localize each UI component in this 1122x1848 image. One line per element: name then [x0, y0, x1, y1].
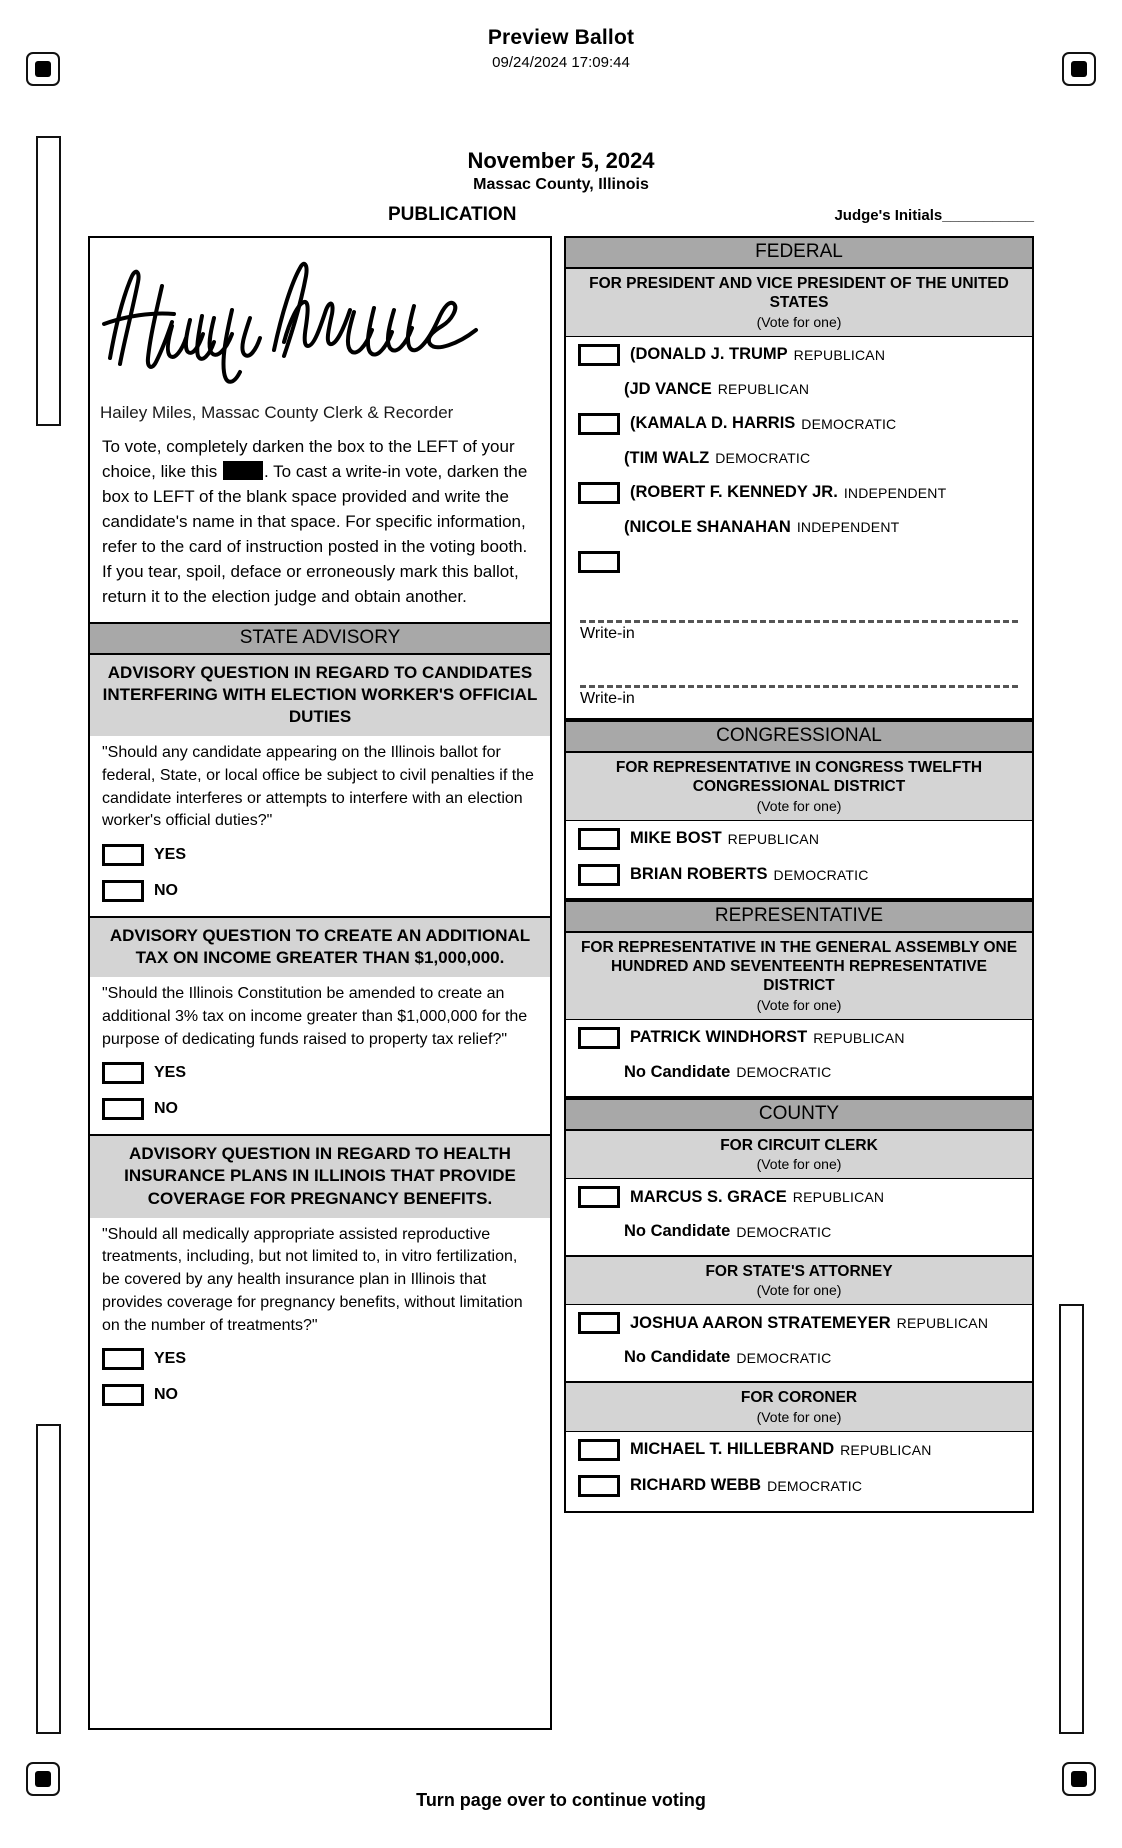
race-general-assembly-header — [566, 933, 1032, 1020]
election-jurisdiction: Massac County, Illinois — [473, 176, 649, 193]
instructions-part-2: . To cast a write-in vote, darken the box to LEFT of the blank space provided and write the candidate's name in that space. For specific information, refer to the card of instruction posted in the voting booth. If you tear, spoil, deface or erroneously mark this ballot, return it to the election judge and obtain another. — [102, 461, 528, 606]
advisory-question-3-title: ADVISORY QUESTION IN REGARD TO HEALTH INSURANCE PLANS IN ILLINOIS THAT PROVIDE COVERAGE FOR PREGNANCY BENEFITS. — [124, 1144, 516, 1208]
candidate-row[interactable] — [566, 1432, 1032, 1468]
race-general-assembly — [566, 933, 1032, 1098]
advisory-question-2-header — [90, 918, 550, 977]
candidate-party: DEMOCRATIC — [773, 866, 869, 883]
candidate-name: (JD VANCE — [624, 379, 712, 398]
race-president-votefor: (Vote for one) — [756, 313, 842, 330]
advisory-2-yes-checkbox[interactable] — [102, 1062, 144, 1084]
advisory-1-yes-label: YES — [154, 846, 187, 864]
signature-icon — [98, 246, 498, 396]
instructions-part-1: To vote, completely darken the box to the LEFT of your choice, like this — [102, 437, 515, 481]
candidate-name: (TIM WALZ — [624, 448, 710, 467]
section-header-state-advisory: STATE ADVISORY — [90, 622, 550, 655]
advisory-question-1-title: ADVISORY QUESTION IN REGARD TO CANDIDATES INTERFERING WITH ELECTION WORKER'S OFFICIAL DUTIES — [102, 662, 538, 727]
candidate-row — [566, 1215, 1032, 1255]
candidate-party: DEMOCRATIC — [736, 1349, 832, 1366]
candidate-checkbox[interactable] — [578, 482, 620, 504]
race-congress-header — [566, 753, 1032, 821]
advisory-2-no-checkbox[interactable] — [102, 1098, 144, 1120]
candidate-party: REPUBLICAN — [727, 830, 820, 847]
write-in-label: Write-in — [580, 689, 635, 707]
race-president-title: FOR PRESIDENT AND VICE PRESIDENT OF THE UNITED STATES — [589, 275, 1009, 312]
square-mark-icon — [1071, 1771, 1087, 1787]
candidate-party: INDEPENDENT — [843, 484, 947, 501]
race-coroner-header — [566, 1383, 1032, 1431]
candidate-row — [566, 1341, 1032, 1381]
ballot-column-right — [564, 236, 1034, 1513]
candidate-checkbox[interactable] — [578, 1027, 620, 1049]
candidate-row[interactable] — [566, 821, 1032, 857]
candidate-party: INDEPENDENT — [796, 519, 900, 536]
advisory-2-yes-option[interactable] — [90, 1055, 550, 1091]
race-general-assembly-title: FOR REPRESENTATIVE IN THE GENERAL ASSEMBLY ONE HUNDRED AND SEVENTEENTH REPRESENTATIVE DISTRICT — [580, 938, 1018, 995]
candidate-name: MARCUS S. GRACE — [630, 1187, 787, 1206]
candidate-party: REPUBLICAN — [840, 1441, 932, 1458]
candidate-checkbox[interactable] — [578, 1475, 620, 1497]
section-header-congressional: CONGRESSIONAL — [566, 720, 1032, 753]
advisory-3-yes-option[interactable] — [90, 1341, 550, 1377]
advisory-question-3-header — [90, 1136, 550, 1217]
candidate-row[interactable] — [566, 1468, 1032, 1511]
race-congress-votefor: (Vote for one) — [756, 797, 842, 814]
race-states-attorney-header — [566, 1257, 1032, 1305]
candidate-checkbox[interactable] — [578, 1439, 620, 1461]
race-circuit-clerk — [566, 1131, 1032, 1257]
advisory-question-2-title: ADVISORY QUESTION TO CREATE AN ADDITIONAL TAX ON INCOME GREATER THAN $1,000,000. — [109, 926, 531, 968]
election-title-block — [0, 148, 1122, 194]
advisory-3-yes-label: YES — [154, 1350, 187, 1368]
race-congress-title: FOR REPRESENTATIVE IN CONGRESS TWELFTH CONGRESSIONAL DISTRICT — [615, 758, 983, 796]
advisory-question-3 — [90, 1136, 550, 1420]
candidate-name: No Candidate — [624, 1348, 731, 1367]
square-mark-icon — [35, 61, 51, 77]
candidate-name: No Candidate — [624, 1062, 731, 1081]
candidate-name: JOSHUA AARON STRATEMEYER — [630, 1313, 891, 1332]
page-title: Preview Ballot — [487, 26, 635, 49]
section-header-federal: FEDERAL — [566, 238, 1032, 269]
preview-timestamp: 09/24/2024 17:09:44 — [492, 54, 630, 71]
ballot-style-row — [88, 204, 1034, 230]
race-coroner — [566, 1383, 1032, 1510]
race-states-attorney — [566, 1257, 1032, 1383]
candidate-name: No Candidate — [624, 1222, 731, 1240]
candidate-row — [566, 1056, 1032, 1096]
candidate-party: DEMOCRATIC — [736, 1223, 832, 1240]
advisory-3-no-checkbox[interactable] — [102, 1384, 144, 1406]
advisory-1-yes-option[interactable] — [90, 837, 550, 873]
square-mark-icon — [35, 1771, 51, 1787]
candidate-checkbox[interactable] — [578, 828, 620, 850]
candidate-checkbox[interactable] — [578, 413, 620, 435]
candidate-party: REPUBLICAN — [792, 1189, 885, 1205]
advisory-1-yes-checkbox[interactable] — [102, 844, 144, 866]
candidate-name: BRIAN ROBERTS — [630, 865, 768, 883]
candidate-party: DEMOCRATIC — [736, 1064, 832, 1081]
candidate-row — [566, 442, 1032, 475]
registration-mark-top-left — [26, 52, 60, 86]
advisory-3-no-option[interactable] — [90, 1377, 550, 1420]
page-footer: Turn page over to continue voting — [416, 1790, 706, 1810]
candidate-party: REPUBLICAN — [793, 346, 886, 363]
advisory-question-2-text: "Should the Illinois Constitution be amended to create an additional 3% tax on income greater than $1,000,000 for the purpose of dedicating funds raised to property tax relief?" — [102, 985, 528, 1048]
advisory-2-no-option[interactable] — [90, 1091, 550, 1134]
race-congress — [566, 753, 1032, 900]
race-states-attorney-votefor: (Vote for one) — [756, 1282, 842, 1299]
candidate-checkbox[interactable] — [578, 864, 620, 886]
clerk-caption: Hailey Miles, Massac County Clerk & Recorder — [100, 403, 454, 422]
candidate-name: PATRICK WINDHORST — [630, 1028, 808, 1047]
timing-bar-left-lower — [36, 1424, 61, 1734]
race-president — [566, 269, 1032, 720]
candidate-party: REPUBLICAN — [813, 1029, 905, 1046]
candidate-name: RICHARD WEBB — [630, 1476, 762, 1495]
candidate-row[interactable] — [566, 857, 1032, 898]
candidate-row[interactable] — [566, 475, 1032, 511]
ballot-style-label: PUBLICATION — [388, 204, 517, 225]
candidate-row[interactable] — [566, 1020, 1032, 1056]
candidate-row — [566, 373, 1032, 406]
registration-mark-top-right — [1062, 52, 1096, 86]
race-circuit-clerk-votefor: (Vote for one) — [756, 1156, 842, 1172]
advisory-3-yes-checkbox[interactable] — [102, 1348, 144, 1370]
candidate-party: DEMOCRATIC — [767, 1477, 863, 1494]
page-header — [0, 26, 1122, 71]
race-states-attorney-title: FOR STATE'S ATTORNEY — [705, 1263, 893, 1280]
advisory-2-yes-label: YES — [154, 1064, 187, 1082]
candidate-checkbox[interactable] — [578, 1186, 620, 1208]
candidate-row[interactable] — [566, 337, 1032, 373]
candidate-name: MICHAEL T. HILLEBRAND — [630, 1440, 835, 1459]
candidate-party: DEMOCRATIC — [715, 450, 811, 467]
filled-box-example-icon — [223, 461, 263, 480]
judge-initials-label: Judge's Initials___________ — [834, 207, 1034, 224]
candidate-name: (NICOLE SHANAHAN — [624, 517, 791, 536]
advisory-question-2 — [90, 918, 550, 1136]
write-in-checkbox[interactable] — [578, 551, 620, 573]
candidate-checkbox[interactable] — [578, 344, 620, 366]
race-circuit-clerk-header — [566, 1131, 1032, 1179]
candidate-name: (ROBERT F. KENNEDY JR. — [630, 483, 838, 502]
candidate-row[interactable] — [566, 1179, 1032, 1215]
write-in-line-1[interactable] — [566, 580, 1032, 645]
race-president-header — [566, 269, 1032, 337]
candidate-name: MIKE BOST — [630, 829, 722, 847]
election-date: November 5, 2024 — [467, 148, 655, 173]
timing-bar-right-lower — [1059, 1304, 1084, 1734]
candidate-name: (KAMALA D. HARRIS — [630, 414, 796, 433]
race-general-assembly-votefor: (Vote for one) — [756, 996, 842, 1013]
clerk-signature — [90, 238, 550, 403]
advisory-question-1 — [90, 655, 550, 918]
advisory-2-no-label: NO — [154, 1100, 178, 1118]
candidate-name: (DONALD J. TRUMP — [630, 345, 788, 364]
square-mark-icon — [1071, 61, 1087, 77]
section-header-representative: REPRESENTATIVE — [566, 900, 1032, 933]
write-in-label: Write-in — [580, 624, 635, 642]
section-header-county: COUNTY — [566, 1098, 1032, 1131]
race-coroner-votefor: (Vote for one) — [756, 1408, 842, 1425]
candidate-party: REPUBLICAN — [717, 381, 810, 398]
voting-instructions — [90, 431, 550, 622]
candidate-row[interactable] — [566, 406, 1032, 442]
ballot-column-left — [88, 236, 552, 1730]
write-in-row-1[interactable] — [566, 544, 1032, 580]
advisory-question-1-header — [90, 655, 550, 736]
race-circuit-clerk-title: FOR CIRCUIT CLERK — [720, 1136, 878, 1154]
race-coroner-title: FOR CORONER — [740, 1389, 858, 1407]
candidate-checkbox[interactable] — [578, 1312, 620, 1334]
advisory-3-no-label: NO — [154, 1386, 178, 1404]
candidate-party: DEMOCRATIC — [801, 415, 897, 432]
candidate-row — [566, 511, 1032, 544]
candidate-row[interactable] — [566, 1305, 1032, 1341]
advisory-question-3-text: "Should all medically appropriate assisted reproductive treatments, including, but not limited to, in vitro fertilization, be covered by any health insurance plan in Illinois that provides coverage for pregnancy benefits, without limitation on the number of treatments?" — [102, 1225, 523, 1334]
candidate-party: REPUBLICAN — [896, 1315, 989, 1332]
write-in-line-2[interactable] — [566, 645, 1032, 718]
advisory-1-no-checkbox[interactable] — [102, 880, 144, 902]
advisory-1-no-label: NO — [154, 882, 178, 900]
advisory-question-1-text: "Should any candidate appearing on the Illinois ballot for federal, State, or local office be subject to civil penalties if the candidate interferes or attempts to interfere with an election worker's official duties?" — [102, 744, 534, 830]
advisory-1-no-option[interactable] — [90, 873, 550, 916]
